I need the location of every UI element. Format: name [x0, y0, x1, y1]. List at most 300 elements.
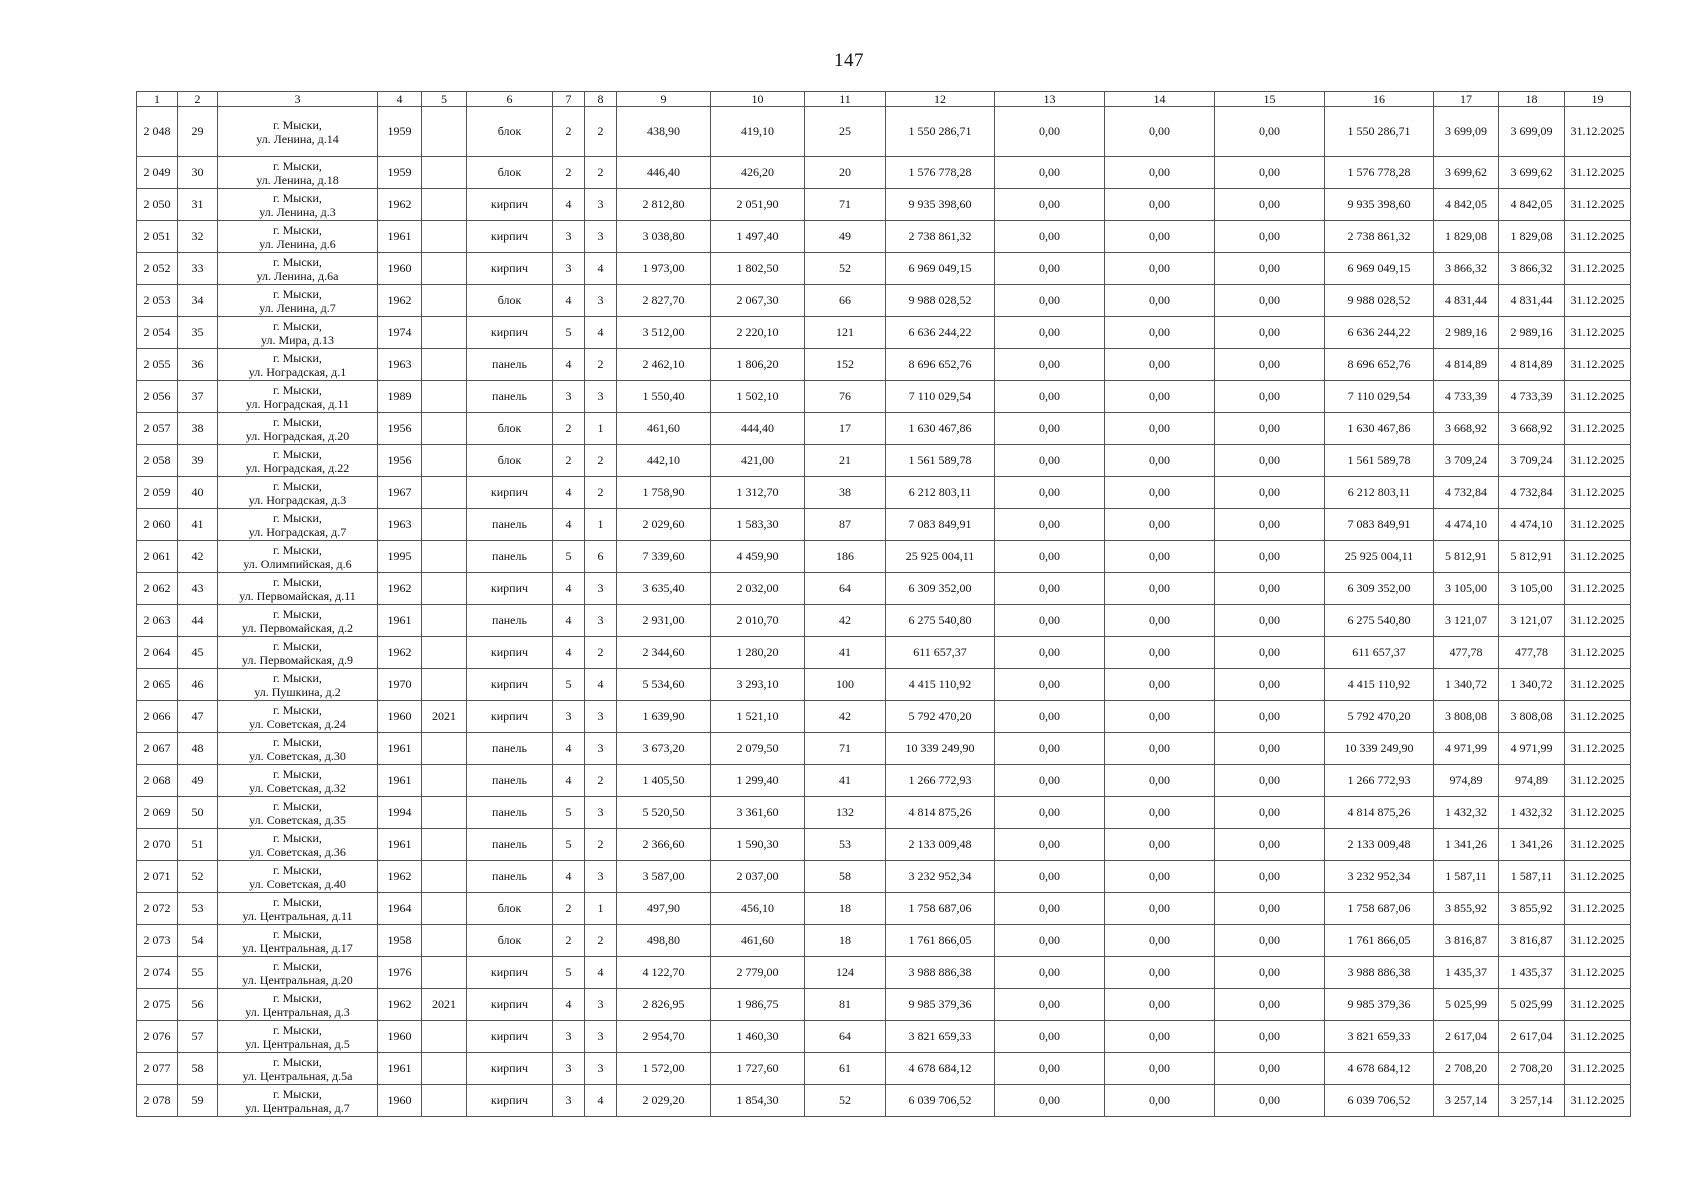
cost-col-16-cell: 4 814 875,26	[1325, 797, 1434, 829]
residents-cell: 25	[805, 107, 886, 157]
address-cell	[218, 317, 378, 349]
unit-cost-cell: 1 587,11	[1434, 861, 1499, 893]
entrances-cell: 2	[585, 637, 617, 669]
address-street: ул. Ленина, д.14	[256, 131, 339, 146]
cost-col-14-cell: 0,00	[1105, 637, 1215, 669]
entrances-cell: 3	[585, 989, 617, 1021]
residents-cell: 81	[805, 989, 886, 1021]
row-number-cell: 2 050	[137, 189, 178, 221]
column-header-13: 13	[995, 92, 1105, 107]
unit-cost-limit-cell: 3 866,32	[1499, 253, 1565, 285]
cost-col-13-cell: 0,00	[995, 605, 1105, 637]
cost-col-13-cell: 0,00	[995, 733, 1105, 765]
total-cost-cell: 2 738 861,32	[886, 221, 995, 253]
total-cost-cell: 9 985 379,36	[886, 989, 995, 1021]
local-number-cell: 43	[178, 573, 218, 605]
total-area-cell: 2 366,60	[617, 829, 711, 861]
total-cost-cell: 7 083 849,91	[886, 509, 995, 541]
deadline-cell: 31.12.2025	[1565, 605, 1631, 637]
entrances-cell: 2	[585, 349, 617, 381]
total-cost-cell: 6 309 352,00	[886, 573, 995, 605]
cost-col-15-cell: 0,00	[1215, 733, 1325, 765]
deadline-cell: 31.12.2025	[1565, 925, 1631, 957]
table-row	[137, 221, 1631, 253]
renovation-year-cell	[422, 157, 467, 189]
local-number-cell: 57	[178, 1021, 218, 1053]
cost-col-13-cell: 0,00	[995, 573, 1105, 605]
table-row	[137, 1085, 1631, 1117]
floors-cell: 4	[553, 605, 585, 637]
cost-col-15-cell: 0,00	[1215, 253, 1325, 285]
cost-col-14-cell: 0,00	[1105, 221, 1215, 253]
build-year-cell: 1962	[378, 285, 422, 317]
cost-col-15-cell: 0,00	[1215, 605, 1325, 637]
row-number-cell: 2 053	[137, 285, 178, 317]
row-number-cell: 2 067	[137, 733, 178, 765]
cost-col-16-cell: 6 275 540,80	[1325, 605, 1434, 637]
living-area-cell: 1 590,30	[711, 829, 805, 861]
row-number-cell: 2 062	[137, 573, 178, 605]
cost-col-15-cell: 0,00	[1215, 221, 1325, 253]
address-cell	[218, 221, 378, 253]
address-street: ул. Ноградская, д.3	[248, 492, 347, 507]
cost-col-15-cell: 0,00	[1215, 861, 1325, 893]
address-street: ул. Мира, д.13	[261, 332, 334, 347]
column-header-7: 7	[553, 92, 585, 107]
residents-cell: 52	[805, 1085, 886, 1117]
table-row	[137, 445, 1631, 477]
build-year-cell: 1970	[378, 669, 422, 701]
build-year-cell: 1989	[378, 381, 422, 413]
address-cell	[218, 285, 378, 317]
unit-cost-limit-cell: 4 732,84	[1499, 477, 1565, 509]
cost-col-15-cell: 0,00	[1215, 1021, 1325, 1053]
cost-col-14-cell: 0,00	[1105, 893, 1215, 925]
address-cell	[218, 893, 378, 925]
wall-material-cell: кирпич	[467, 221, 553, 253]
table-row	[137, 541, 1631, 573]
cost-col-15-cell: 0,00	[1215, 957, 1325, 989]
deadline-cell: 31.12.2025	[1565, 317, 1631, 349]
residents-cell: 42	[805, 701, 886, 733]
wall-material-cell: панель	[467, 797, 553, 829]
deadline-cell: 31.12.2025	[1565, 541, 1631, 573]
address-street: ул. Ноградская, д.22	[245, 460, 350, 475]
entrances-cell: 2	[585, 829, 617, 861]
residents-cell: 42	[805, 605, 886, 637]
address-city: г. Мыски,	[273, 990, 322, 1005]
cost-col-13-cell: 0,00	[995, 829, 1105, 861]
wall-material-cell: панель	[467, 509, 553, 541]
total-area-cell: 7 339,60	[617, 541, 711, 573]
renovation-year-cell	[422, 573, 467, 605]
cost-col-14-cell: 0,00	[1105, 253, 1215, 285]
build-year-cell: 1961	[378, 733, 422, 765]
address-city: г. Мыски,	[273, 894, 322, 909]
column-header-3: 3	[218, 92, 378, 107]
row-number-cell: 2 074	[137, 957, 178, 989]
floors-cell: 4	[553, 509, 585, 541]
unit-cost-limit-cell: 4 474,10	[1499, 509, 1565, 541]
cost-col-14-cell: 0,00	[1105, 1085, 1215, 1117]
wall-material-cell: блок	[467, 107, 553, 157]
row-number-cell: 2 075	[137, 989, 178, 1021]
cost-col-15-cell: 0,00	[1215, 477, 1325, 509]
total-area-cell: 497,90	[617, 893, 711, 925]
cost-col-16-cell: 4 678 684,12	[1325, 1053, 1434, 1085]
row-number-cell: 2 071	[137, 861, 178, 893]
column-header-9: 9	[617, 92, 711, 107]
address-city: г. Мыски,	[273, 1022, 322, 1037]
unit-cost-limit-cell: 4 842,05	[1499, 189, 1565, 221]
cost-col-14-cell: 0,00	[1105, 541, 1215, 573]
residents-cell: 132	[805, 797, 886, 829]
cost-col-13-cell: 0,00	[995, 541, 1105, 573]
address-cell	[218, 989, 378, 1021]
wall-material-cell: блок	[467, 413, 553, 445]
residents-cell: 71	[805, 733, 886, 765]
living-area-cell: 2 032,00	[711, 573, 805, 605]
cost-col-15-cell: 0,00	[1215, 107, 1325, 157]
cost-col-14-cell: 0,00	[1105, 1021, 1215, 1053]
living-area-cell: 1 460,30	[711, 1021, 805, 1053]
unit-cost-cell: 2 989,16	[1434, 317, 1499, 349]
column-header-4: 4	[378, 92, 422, 107]
entrances-cell: 2	[585, 157, 617, 189]
build-year-cell: 1956	[378, 445, 422, 477]
residents-cell: 64	[805, 1021, 886, 1053]
local-number-cell: 59	[178, 1085, 218, 1117]
unit-cost-cell: 477,78	[1434, 637, 1499, 669]
wall-material-cell: кирпич	[467, 701, 553, 733]
unit-cost-limit-cell: 3 699,62	[1499, 157, 1565, 189]
cost-col-15-cell: 0,00	[1215, 541, 1325, 573]
total-cost-cell: 7 110 029,54	[886, 381, 995, 413]
address-street: ул. Центральная, д.20	[242, 972, 353, 987]
floors-cell: 4	[553, 349, 585, 381]
cost-col-16-cell: 1 266 772,93	[1325, 765, 1434, 797]
entrances-cell: 4	[585, 1085, 617, 1117]
unit-cost-limit-cell: 2 617,04	[1499, 1021, 1565, 1053]
entrances-cell: 1	[585, 893, 617, 925]
unit-cost-limit-cell: 3 668,92	[1499, 413, 1565, 445]
living-area-cell: 3 293,10	[711, 669, 805, 701]
unit-cost-limit-cell: 3 816,87	[1499, 925, 1565, 957]
renovation-year-cell	[422, 957, 467, 989]
wall-material-cell: блок	[467, 285, 553, 317]
total-area-cell: 2 344,60	[617, 637, 711, 669]
living-area-cell: 1 802,50	[711, 253, 805, 285]
entrances-cell: 2	[585, 765, 617, 797]
address-street: ул. Советская, д.35	[249, 812, 346, 827]
living-area-cell: 421,00	[711, 445, 805, 477]
address-cell	[218, 637, 378, 669]
cost-col-13-cell: 0,00	[995, 349, 1105, 381]
row-number-cell: 2 051	[137, 221, 178, 253]
deadline-cell: 31.12.2025	[1565, 733, 1631, 765]
renovation-year-cell	[422, 541, 467, 573]
total-cost-cell: 1 550 286,71	[886, 107, 995, 157]
local-number-cell: 41	[178, 509, 218, 541]
residents-cell: 186	[805, 541, 886, 573]
cost-col-16-cell: 7 110 029,54	[1325, 381, 1434, 413]
column-header-11: 11	[805, 92, 886, 107]
deadline-cell: 31.12.2025	[1565, 765, 1631, 797]
address-cell	[218, 1021, 378, 1053]
cost-col-15-cell: 0,00	[1215, 317, 1325, 349]
row-number-cell: 2 052	[137, 253, 178, 285]
row-number-cell: 2 058	[137, 445, 178, 477]
cost-col-13-cell: 0,00	[995, 189, 1105, 221]
cost-col-15-cell: 0,00	[1215, 637, 1325, 669]
cost-col-15-cell: 0,00	[1215, 413, 1325, 445]
cost-col-14-cell: 0,00	[1105, 477, 1215, 509]
wall-material-cell: кирпич	[467, 637, 553, 669]
unit-cost-limit-cell: 3 855,92	[1499, 893, 1565, 925]
column-header-12: 12	[886, 92, 995, 107]
table-row	[137, 253, 1631, 285]
unit-cost-cell: 1 829,08	[1434, 221, 1499, 253]
row-number-cell: 2 064	[137, 637, 178, 669]
deadline-cell: 31.12.2025	[1565, 285, 1631, 317]
floors-cell: 3	[553, 221, 585, 253]
floors-cell: 3	[553, 1085, 585, 1117]
unit-cost-cell: 3 668,92	[1434, 413, 1499, 445]
total-area-cell: 461,60	[617, 413, 711, 445]
wall-material-cell: панель	[467, 829, 553, 861]
address-street: ул. Советская, д.40	[249, 876, 346, 891]
build-year-cell: 1959	[378, 157, 422, 189]
local-number-cell: 32	[178, 221, 218, 253]
cost-col-13-cell: 0,00	[995, 509, 1105, 541]
wall-material-cell: блок	[467, 893, 553, 925]
floors-cell: 3	[553, 1053, 585, 1085]
local-number-cell: 47	[178, 701, 218, 733]
column-header-6: 6	[467, 92, 553, 107]
unit-cost-cell: 974,89	[1434, 765, 1499, 797]
entrances-cell: 4	[585, 957, 617, 989]
build-year-cell: 1963	[378, 349, 422, 381]
entrances-cell: 3	[585, 733, 617, 765]
table-row	[137, 925, 1631, 957]
cost-col-13-cell: 0,00	[995, 221, 1105, 253]
total-cost-cell: 6 212 803,11	[886, 477, 995, 509]
living-area-cell: 444,40	[711, 413, 805, 445]
local-number-cell: 42	[178, 541, 218, 573]
build-year-cell: 1963	[378, 509, 422, 541]
residents-cell: 18	[805, 893, 886, 925]
build-year-cell: 1961	[378, 605, 422, 637]
total-area-cell: 438,90	[617, 107, 711, 157]
renovation-year-cell	[422, 1085, 467, 1117]
local-number-cell: 29	[178, 107, 218, 157]
address-city: г. Мыски,	[273, 926, 322, 941]
unit-cost-cell: 3 808,08	[1434, 701, 1499, 733]
local-number-cell: 30	[178, 157, 218, 189]
cost-col-16-cell: 10 339 249,90	[1325, 733, 1434, 765]
unit-cost-cell: 1 340,72	[1434, 669, 1499, 701]
cost-col-14-cell: 0,00	[1105, 573, 1215, 605]
living-area-cell: 4 459,90	[711, 541, 805, 573]
address-cell	[218, 669, 378, 701]
entrances-cell: 3	[585, 381, 617, 413]
housing-register-table	[136, 91, 1631, 1117]
unit-cost-limit-cell: 3 699,09	[1499, 107, 1565, 157]
renovation-year-cell	[422, 477, 467, 509]
living-area-cell: 461,60	[711, 925, 805, 957]
total-area-cell: 2 029,20	[617, 1085, 711, 1117]
cost-col-15-cell: 0,00	[1215, 765, 1325, 797]
renovation-year-cell	[422, 189, 467, 221]
address-city: г. Мыски,	[273, 606, 322, 621]
address-street: ул. Пушкина, д.2	[254, 684, 341, 699]
local-number-cell: 56	[178, 989, 218, 1021]
local-number-cell: 49	[178, 765, 218, 797]
cost-col-15-cell: 0,00	[1215, 445, 1325, 477]
table-row	[137, 765, 1631, 797]
address-cell	[218, 829, 378, 861]
unit-cost-limit-cell: 477,78	[1499, 637, 1565, 669]
floors-cell: 2	[553, 107, 585, 157]
total-cost-cell: 1 561 589,78	[886, 445, 995, 477]
total-area-cell: 1 572,00	[617, 1053, 711, 1085]
entrances-cell: 3	[585, 797, 617, 829]
local-number-cell: 44	[178, 605, 218, 637]
residents-cell: 121	[805, 317, 886, 349]
unit-cost-cell: 5 025,99	[1434, 989, 1499, 1021]
table-row	[137, 733, 1631, 765]
address-cell	[218, 797, 378, 829]
residents-cell: 71	[805, 189, 886, 221]
cost-col-15-cell: 0,00	[1215, 349, 1325, 381]
cost-col-16-cell: 9 935 398,60	[1325, 189, 1434, 221]
unit-cost-limit-cell: 974,89	[1499, 765, 1565, 797]
build-year-cell: 1961	[378, 765, 422, 797]
address-city: г. Мыски,	[273, 1054, 322, 1069]
cost-col-13-cell: 0,00	[995, 413, 1105, 445]
total-area-cell: 1 405,50	[617, 765, 711, 797]
address-cell	[218, 253, 378, 285]
deadline-cell: 31.12.2025	[1565, 573, 1631, 605]
cost-col-14-cell: 0,00	[1105, 605, 1215, 637]
deadline-cell: 31.12.2025	[1565, 1053, 1631, 1085]
total-area-cell: 3 512,00	[617, 317, 711, 349]
floors-cell: 4	[553, 573, 585, 605]
wall-material-cell: кирпич	[467, 573, 553, 605]
unit-cost-cell: 4 474,10	[1434, 509, 1499, 541]
deadline-cell: 31.12.2025	[1565, 637, 1631, 669]
total-area-cell: 1 758,90	[617, 477, 711, 509]
build-year-cell: 1962	[378, 989, 422, 1021]
cost-col-13-cell: 0,00	[995, 861, 1105, 893]
living-area-cell: 1 502,10	[711, 381, 805, 413]
row-number-cell: 2 059	[137, 477, 178, 509]
address-street: ул. Центральная, д.5а	[242, 1068, 353, 1083]
build-year-cell: 1964	[378, 893, 422, 925]
cost-col-14-cell: 0,00	[1105, 861, 1215, 893]
local-number-cell: 33	[178, 253, 218, 285]
cost-col-13-cell: 0,00	[995, 1021, 1105, 1053]
residents-cell: 64	[805, 573, 886, 605]
total-cost-cell: 1 630 467,86	[886, 413, 995, 445]
living-area-cell: 2 010,70	[711, 605, 805, 637]
cost-col-16-cell: 1 550 286,71	[1325, 107, 1434, 157]
wall-material-cell: кирпич	[467, 1085, 553, 1117]
address-street: ул. Советская, д.32	[249, 780, 346, 795]
deadline-cell: 31.12.2025	[1565, 669, 1631, 701]
unit-cost-limit-cell: 3 808,08	[1499, 701, 1565, 733]
build-year-cell: 1967	[378, 477, 422, 509]
cost-col-13-cell: 0,00	[995, 1085, 1105, 1117]
address-cell	[218, 509, 378, 541]
cost-col-16-cell: 3 988 886,38	[1325, 957, 1434, 989]
build-year-cell: 1958	[378, 925, 422, 957]
floors-cell: 4	[553, 189, 585, 221]
build-year-cell: 1962	[378, 637, 422, 669]
build-year-cell: 1976	[378, 957, 422, 989]
residents-cell: 21	[805, 445, 886, 477]
cost-col-15-cell: 0,00	[1215, 1053, 1325, 1085]
living-area-cell: 1 854,30	[711, 1085, 805, 1117]
cost-col-14-cell: 0,00	[1105, 317, 1215, 349]
table-row	[137, 637, 1631, 669]
unit-cost-limit-cell: 3 105,00	[1499, 573, 1565, 605]
cost-col-14-cell: 0,00	[1105, 413, 1215, 445]
build-year-cell: 1962	[378, 189, 422, 221]
living-area-cell: 1 521,10	[711, 701, 805, 733]
floors-cell: 4	[553, 637, 585, 669]
address-city: г. Мыски,	[273, 542, 322, 557]
table-row	[137, 317, 1631, 349]
entrances-cell: 3	[585, 189, 617, 221]
build-year-cell: 1995	[378, 541, 422, 573]
cost-col-15-cell: 0,00	[1215, 701, 1325, 733]
table-body	[137, 107, 1631, 1117]
living-area-cell: 2 079,50	[711, 733, 805, 765]
living-area-cell: 426,20	[711, 157, 805, 189]
cost-col-14-cell: 0,00	[1105, 285, 1215, 317]
unit-cost-cell: 4 732,84	[1434, 477, 1499, 509]
renovation-year-cell	[422, 285, 467, 317]
residents-cell: 18	[805, 925, 886, 957]
column-header-10: 10	[711, 92, 805, 107]
cost-col-13-cell: 0,00	[995, 637, 1105, 669]
cost-col-14-cell: 0,00	[1105, 157, 1215, 189]
unit-cost-limit-cell: 1 432,32	[1499, 797, 1565, 829]
total-area-cell: 2 931,00	[617, 605, 711, 637]
floors-cell: 4	[553, 285, 585, 317]
unit-cost-cell: 4 733,39	[1434, 381, 1499, 413]
floors-cell: 5	[553, 829, 585, 861]
floors-cell: 2	[553, 925, 585, 957]
build-year-cell: 1956	[378, 413, 422, 445]
total-cost-cell: 6 636 244,22	[886, 317, 995, 349]
local-number-cell: 52	[178, 861, 218, 893]
unit-cost-limit-cell: 3 257,14	[1499, 1085, 1565, 1117]
page-number: 147	[834, 50, 864, 71]
unit-cost-cell: 2 617,04	[1434, 1021, 1499, 1053]
address-city: г. Мыски,	[273, 510, 322, 525]
cost-col-13-cell: 0,00	[995, 157, 1105, 189]
unit-cost-limit-cell: 3 709,24	[1499, 445, 1565, 477]
floors-cell: 2	[553, 157, 585, 189]
residents-cell: 20	[805, 157, 886, 189]
total-cost-cell: 4 678 684,12	[886, 1053, 995, 1085]
cost-col-16-cell: 1 630 467,86	[1325, 413, 1434, 445]
column-header-1: 1	[137, 92, 178, 107]
row-number-cell: 2 073	[137, 925, 178, 957]
unit-cost-limit-cell: 4 971,99	[1499, 733, 1565, 765]
